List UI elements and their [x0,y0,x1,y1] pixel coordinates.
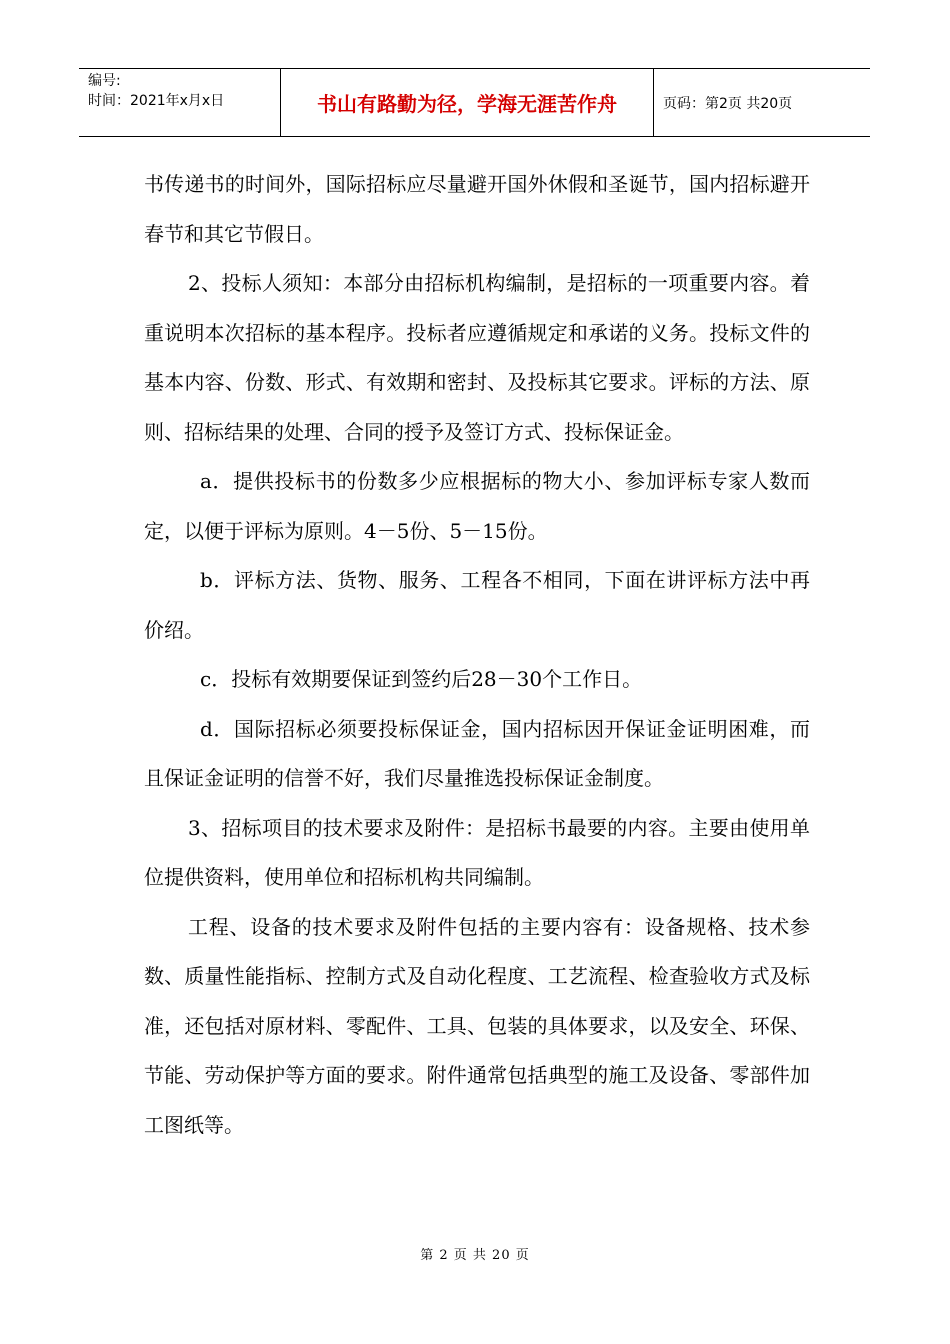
paragraph-continuation: 书传递书的时间外，国际招标应尽量避开国外休假和圣诞节，国内招标避开春节和其它节假日。 [144,172,810,246]
paragraph-bidder-instructions: 2、投标人须知：本部分由招标机构编制，是招标的一项重要内容。着重说明本次招标的基本程序。投标者应遵循规定和承诺的义务。投标文件的基本内容、份数、形式、有效期和密封、及投标其它要求。评标的方法、原则、招标结果的处理、合同的授予及签订方式、投标保证金。 [144,271,810,444]
header-meta [79,69,281,136]
paragraph-item-c: c．投标有效期要保证到签约后28－30个工作日。 [200,667,643,691]
document-date-label: 时间：2021年x月x日 [88,93,225,109]
paragraph-item-a: a．提供投标书的份数多少应根据标的物大小、参加评标专家人数而定，以便于评标为原则。4－5份、5－15份。 [144,469,810,543]
page-footer: 第 2 页 共 20 页 [420,1248,530,1263]
document-body [144,160,810,1150]
paragraph-technical-requirements: 3、招标项目的技术要求及附件：是招标书最要的内容。主要由使用单位提供资料，使用单位和招标机构共同编制。 [144,815,810,889]
page-header [79,68,870,137]
header-page-info: 页码：第2页 共20页 [663,95,793,112]
document-number-label: 编号: [88,73,121,89]
header-motto: 书山有路勤为径，学海无涯苦作舟 [281,69,654,136]
paragraph-item-b: b．评标方法、货物、服务、工程各不相同，下面在讲评标方法中再价绍。 [144,568,810,642]
paragraph-item-d: d．国际招标必须要投标保证金，国内招标因开保证金证明困难，而且保证金证明的信誉不好，我们尽量推选投标保证金制度。 [144,716,810,790]
paragraph-equipment-requirements: 工程、设备的技术要求及附件包括的主要内容有：设备规格、技术参数、质量性能指标、控制方式及自动化程度、工艺流程、检查验收方式及标准，还包括对原材料、零配件、工具、包装的具体要求，以及安全、环保、节能、劳动保护等方面的要求。附件通常包括典型的施工及设备、零部件加工图纸等。 [144,914,810,1137]
